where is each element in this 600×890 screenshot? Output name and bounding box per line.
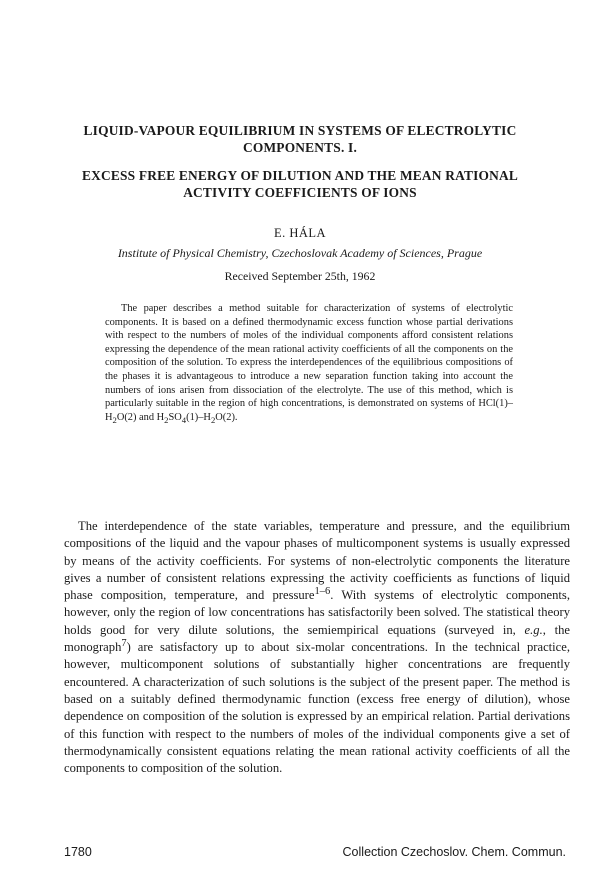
page-number: 1780 [64,845,92,859]
abstract-subscript: 2 [164,414,169,425]
body-paragraph [64,518,570,777]
author-name: E. HÁLA [273,226,327,240]
abstract-subscript: 2 [210,414,216,425]
abstract-text: O(2) and H [116,411,165,423]
body-text: ) are satisfactory up to about six-molar concentrations. In the technical practice, however, multicomponent solutions of substantially higher concentrations are frequently encountered. A characterization of such solutions is the subject of the present paper. The method is based on a suitably defined thermodynamic function (excess free energy of dilution), whose dependence on composition of the solution is expressed by an empirical relation. Partial derivations of this function with respect to the numbers of moles of the individual components give a set of thermodynamically consistent equations relating the mean rational activity coefficients of all the components to composition of the solution. [64,640,570,776]
paper-subtitle: EXCESS FREE ENERGY OF DILUTION AND THE MEAN RATIONAL ACTIVITY COEFFICIENTS OF IONS [82,168,518,200]
abstract-text: O(2). [215,411,238,423]
abstract-subscript: 4 [181,414,187,425]
italic-text: e.g. [524,622,543,637]
received-date: Received September 25th, 1962 [224,269,376,283]
paper-title: LIQUID-VAPOUR EQUILIBRIUM IN SYSTEMS OF ELECTROLYTIC COMPONENTS. I. [83,123,517,155]
abstract-text: (1)–H [186,411,211,423]
journal-name: Collection Czechoslov. Chem. Commun. [342,845,566,859]
abstract-text: The paper describes a method suitable for characterization of systems of electrolytic components. It is based on a defined thermodynamic excess function whose partial derivations with respect to the numbers of moles of the individual components afford consistent relations expressing the dependence of the mean rational activity coefficients of all the components on the composition of the solution. To express the interdependences of the equilibrious compositions of the phases it is advantageous to introduce a new separation function taking into account the numbers of ions arisen from dissociation of the electrolyte. The use of this method, which is particularly suitable in the region of high concentrations, is demonstrated on systems of HCl(1)–H [105,303,513,423]
body-text: . With systems of electrolytic components, however, only the region of low concentrations has satisfactorily been solved. The statistical theory holds good for very dilute solutions, the semiempirical equations (surveyed in, [64,588,570,637]
abstract-text: SO [168,411,182,423]
abstract-subscript: 2 [112,414,117,425]
abstract [105,302,513,424]
reference-superscript: 7 [121,637,127,649]
body-text: , the monograph [64,622,571,655]
body-text: The interdependence of the state variables, temperature and pressure, and the equilibrium compositions of the liquid and the vapour phases of multicomponent systems is usually expressed by means of the activity coefficients. For systems of non-electrolytic components the literature gives a number of consistent relations expressing the activity coefficients as functions of liquid phase composition, temperature, and pressure [64,519,570,603]
author-affiliation: Institute of Physical Chemistry, Czechoslovak Academy of Sciences, Prague [117,246,483,260]
reference-superscript: 1–6 [314,586,331,597]
